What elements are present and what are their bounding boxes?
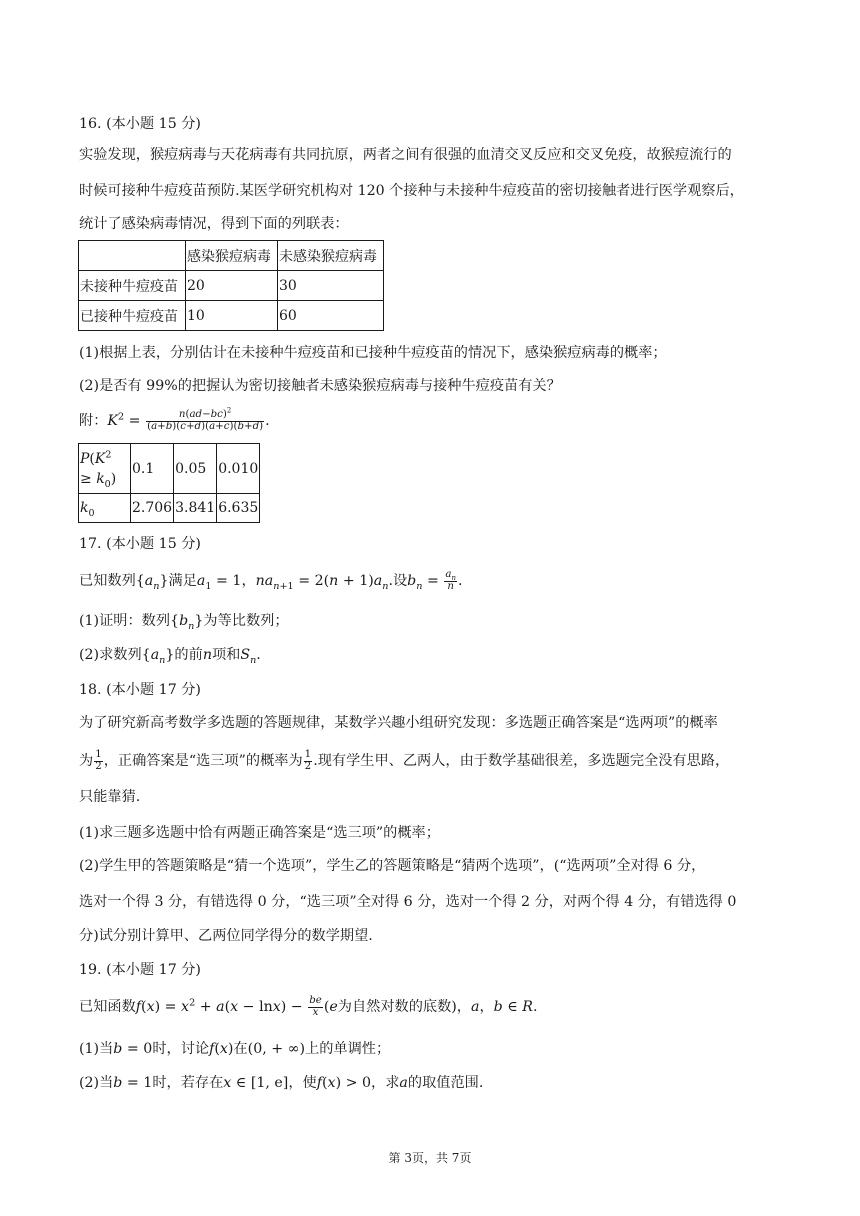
table-cell: 60 [278, 301, 384, 331]
k-table-p-label: $P(K^2$ ≥ $k_0$) [79, 444, 131, 494]
k-table-k0-label: $k_0$ [79, 494, 131, 523]
q19-heading: 19. (本小题 17 分) [79, 962, 201, 978]
q19-given: 已知函数$f(x) = x^2 + a(x - \ln x)$ − $\frac{be}{x}$ (e为自然对数的底数)，a，b ∈ R. [79, 995, 538, 1018]
q16-part-2: (2)是否有 99%的把握认为密切接触者未感染猴痘病毒与接种牛痘疫苗有关？ [79, 378, 561, 394]
k-table-cell: 0.1 [131, 444, 174, 494]
q16-paragraph-line-1: 实验发现，猴痘病毒与天花病毒有共同抗原，两者之间有很强的血清交叉反应和交叉免疫，故猴痘流行的 [79, 147, 732, 163]
k-squared-formula: $\frac{n(ad-bc)^2}{(a+b)(c+d)(a+c)(b+d)}$ [147, 406, 264, 432]
q17-given: 已知数列$\{a_n\}$满足$a_1 = 1$，$na_{n+1} = 2(n + 1)a_n$.设$b_n$ = $\frac{a_n}{n}$ . [79, 569, 463, 593]
q17-heading: 17. (本小题 15 分) [79, 536, 201, 552]
q18-part-1: (1)求三题多选题中恰有两题正确答案是“选三项”的概率； [79, 825, 440, 841]
q17-part-1: (1)证明：数列$\{b_n\}$为等比数列； [79, 613, 289, 632]
q18-part-2-line-3: 分)试分别计算甲、乙两位同学得分的数学期望. [79, 928, 373, 944]
q19-part-2: (2)当b = 1时，若存在x ∈ [1, e]，使f(x) > 0，求a的取值范围. [79, 1075, 484, 1091]
q19-part-1: (1)当b = 0时，讨论f(x)在(0, + ∞)上的单调性； [79, 1041, 391, 1057]
table-row-label-vaccinated: 已接种牛痘疫苗 [79, 301, 186, 331]
q16-heading: 16. (本小题 15 分) [79, 116, 201, 132]
table-row-label-unvaccinated: 未接种牛痘疫苗 [79, 271, 186, 301]
k-table-cell: 0.05 [174, 444, 217, 494]
q16-formula-line: 附：$K^2$ = $\frac{n(ad-bc)^2}{(a+b)(c+d)(a+c)(b+d)}$ . [79, 406, 270, 432]
q18-part-2-line-1: (2)学生甲的答题策略是“猜一个选项”，学生乙的答题策略是“猜两个选项”，(“选两项”全对得 6 分， [79, 858, 706, 874]
k-critical-value-table [78, 443, 260, 523]
table-cell: 30 [278, 271, 384, 301]
table-header-not-infected: 未感染猴痘病毒 [278, 241, 384, 271]
k-table-cell: 3.841 [174, 494, 217, 523]
q17-part-2: (2)求数列$\{a_n\}$的前n项和$S_n$. [79, 647, 261, 666]
table-cell: 20 [186, 271, 278, 301]
q16-paragraph-line-2: 时候可接种牛痘疫苗预防.某医学研究机构对 120 个接种与未接种牛痘疫苗的密切接触者进行医学观察后， [79, 183, 744, 199]
table-corner-cell [79, 241, 186, 271]
q18-line-3: 只能靠猜. [79, 789, 141, 805]
page-footer: 第 3页，共 7页 [388, 1151, 472, 1165]
table-header-infected: 感染猴痘病毒 [186, 241, 278, 271]
q16-paragraph-line-3: 统计了感染病毒情况，得到下面的列联表： [79, 216, 349, 232]
k-table-cell: 6.635 [217, 494, 260, 523]
k-table-cell: 2.706 [131, 494, 174, 523]
q16-contingency-table [78, 240, 384, 331]
q16-part-1: (1)根据上表，分别估计在未接种牛痘疫苗和已接种牛痘疫苗的情况下，感染猴痘病毒的概率； [79, 345, 667, 361]
q18-part-2-line-2: 选对一个得 3 分，有错选得 0 分，“选三项”全对得 6 分，选对一个得 2 分，对两个得 4 分，有错选得 0 [79, 894, 737, 910]
appendix-label: 附： [79, 413, 108, 430]
q18-line-2: 为 $\frac{1}{2}$ ，正确答案是“选三项”的概率为 $\frac{1}{2}$ .现有学生甲、乙两人，由于数学基础很差，多选题完全没有思路， [79, 749, 730, 772]
q18-line-1: 为了研究新高考数学多选题的答题规律，某数学兴趣小组研究发现：多选题正确答案是“选两项”的概率 [79, 715, 718, 731]
k-table-cell: 0.010 [217, 444, 260, 494]
table-cell: 10 [186, 301, 278, 331]
q18-heading: 18. (本小题 17 分) [79, 682, 201, 698]
